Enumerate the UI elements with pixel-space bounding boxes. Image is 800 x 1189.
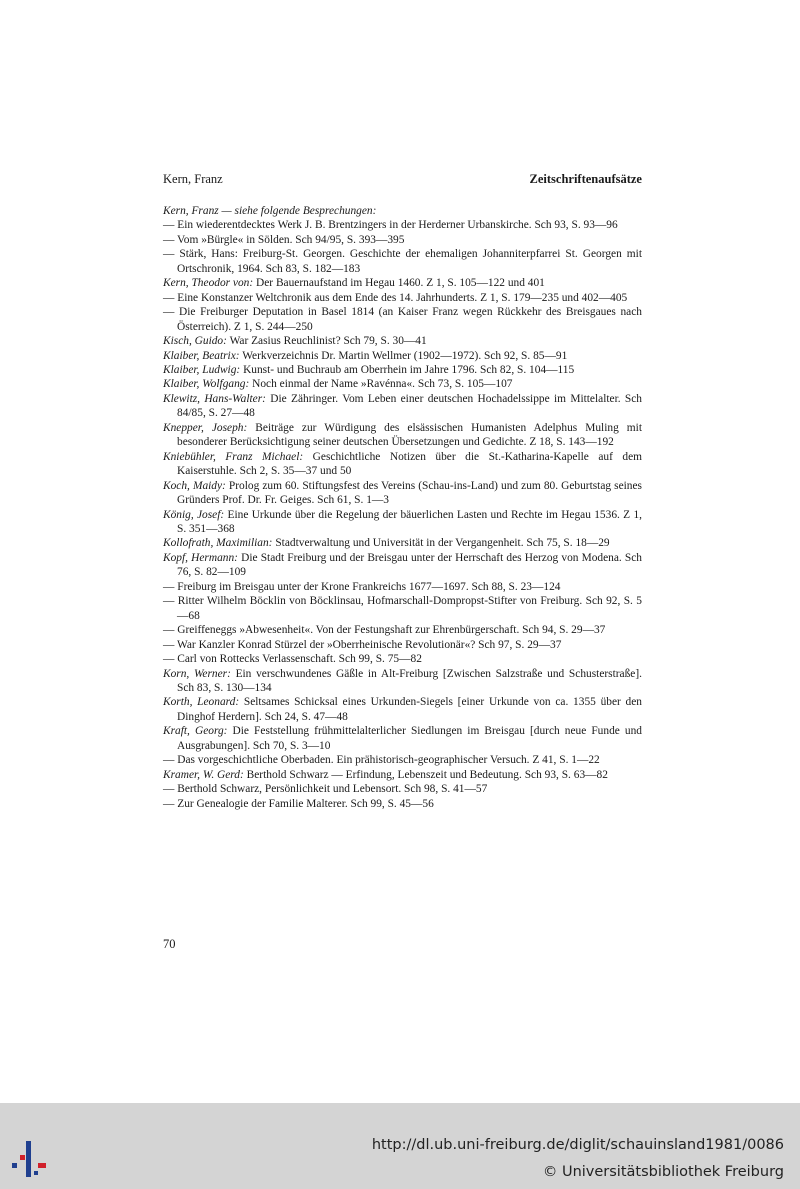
bibliography-entry <box>163 450 642 479</box>
entry-text: Geschichtliche Notizen über die St.-Katharina-Kapelle auf dem Kaiserstuhle. Sch 2, S. 35—37 und 50 <box>177 450 642 478</box>
entry-author: Kern, Franz — siehe folgende Besprechungen: <box>163 205 377 217</box>
entry-text: Prolog zum 60. Stiftungsfest des Vereins (Schau-ins-Land) und zum 80. Geburtstag seines Gründers Prof. Dr. Fr. Geiges. Sch 61, S. 1—3 <box>177 479 642 507</box>
entry-text: — Zur Genealogie der Familie Malterer. Sch 99, S. 45—56 <box>163 797 434 810</box>
logo-bar-center-red <box>20 1155 25 1160</box>
entry-author: Korn, Werner: <box>163 667 231 680</box>
entry-text: Beiträge zur Würdigung des elsässischen Humanisten Adelphus Muling mit besonderer Berücksichtigung seiner deutschen Übersetzungen und Gedichte. Z 18, S. 143—192 <box>177 421 642 449</box>
entry-author: Kramer, W. Gerd: <box>163 768 244 781</box>
entry-author: Klaiber, Beatrix: <box>163 349 240 362</box>
bibliography-entry <box>163 247 642 276</box>
entry-text: Seltsames Schicksal eines Urkunden-Siegels [einer Urkunde von ca. 1355 über den Dinghof Herdern]. Sch 24, S. 47—48 <box>177 696 642 723</box>
bibliography-entry <box>163 782 642 796</box>
entry-text: — Eine Konstanzer Weltchronik aus dem Ende des 14. Jahrhunderts. Z 1, S. 179—235 und 402—405 <box>163 291 628 304</box>
entry-text: Die Zähringer. Vom Leben einer deutschen Hochadelssippe im Mittelalter. Sch 84/85, S. 27—48 <box>177 392 643 420</box>
bibliography-entry <box>163 377 642 391</box>
entry-author: Knepper, Joseph: <box>163 421 248 434</box>
entry-text: Die Stadt Freiburg und der Breisgau unter der Herrschaft des Herzog von Modena. Sch 76, S. 82—109 <box>177 551 643 579</box>
entry-text: Werkverzeichnis Dr. Martin Wellmer (1902—1972). Sch 92, S. 85—91 <box>239 349 568 362</box>
entry-text: Kunst- und Buchraub am Oberrhein im Jahre 1796. Sch 82, S. 104—115 <box>240 363 575 376</box>
bibliography-entry <box>163 551 642 580</box>
footer-permalink[interactable]: http://dl.ub.uni-freiburg.de/diglit/schauinsland1981/0086 <box>371 1137 784 1153</box>
bibliography-entry <box>163 276 642 290</box>
entry-author: Korth, Leonard: <box>163 696 240 709</box>
bibliography-entry <box>163 652 642 666</box>
bibliography-entry <box>163 479 642 508</box>
bibliography-entry <box>163 349 642 363</box>
entry-text: Noch einmal der Name »Ravénna«. Sch 73, S. 105—107 <box>249 378 513 391</box>
bibliography-entry <box>163 218 642 232</box>
bibliography-entry <box>163 421 642 450</box>
logo-bar-left <box>12 1163 17 1168</box>
entry-author: Kniebühler, Franz Michael: <box>163 450 304 463</box>
bibliography-entry <box>163 695 642 724</box>
bibliography-entry <box>163 392 642 421</box>
bibliography-entry <box>163 233 642 247</box>
logo-bar-right <box>38 1163 46 1168</box>
running-head-section: Zeitschriftenaufsätze <box>529 172 642 186</box>
entry-text: — Das vorgeschichtliche Oberbaden. Ein prähistorisch-geographischer Versuch. Z 41, S. 1—22 <box>163 754 600 767</box>
entry-author: König, Josef: <box>163 508 225 521</box>
entry-text: Ein verschwundenes Gäßle in Alt-Freiburg [Zwischen Salzstraße und Schusterstraße]. Sch 83, S. 130—134 <box>177 667 643 694</box>
entry-author: Klaiber, Ludwig: <box>163 363 241 376</box>
bibliography-entry <box>163 334 642 348</box>
entry-author: Kraft, Georg: <box>163 725 228 738</box>
entry-text: War Zasius Reuchlinist? Sch 79, S. 30—41 <box>226 335 427 348</box>
bibliography-entry <box>163 291 642 305</box>
bibliography-entries <box>163 204 642 811</box>
library-logo-icon <box>10 1137 52 1179</box>
bibliography-entry <box>163 623 642 637</box>
entry-text: Die Feststellung frühmittelalterlicher Siedlungen im Breisgau [durch neue Funde und Ausgrabungen]. Sch 70, S. 3—10 <box>177 725 642 752</box>
entry-text: Berthold Schwarz — Erfindung, Lebenszeit und Bedeutung. Sch 93, S. 63—82 <box>243 768 608 781</box>
entry-author: Kopf, Hermann: <box>163 551 238 564</box>
entry-author: Klewitz, Hans-Walter: <box>163 392 266 405</box>
entry-text: — War Kanzler Konrad Stürzel der »Oberrheinische Revolutionär«? Sch 97, S. 29—37 <box>163 638 562 651</box>
bibliography-entry <box>163 724 642 753</box>
bibliography-entry <box>163 638 642 652</box>
entry-author: Koch, Maidy: <box>163 479 226 492</box>
bibliography-entry <box>163 667 642 696</box>
bibliography-entry <box>163 580 642 594</box>
logo-dot <box>34 1171 38 1175</box>
entry-text: — Berthold Schwarz, Persönlichkeit und Lebensort. Sch 98, S. 41—57 <box>163 783 488 796</box>
entry-author: Kern, Theodor von: <box>163 277 254 290</box>
entry-text: Eine Urkunde über die Regelung der bäuerlichen Lasten und Rechte im Hegau 1536. Z 1, S. 351—368 <box>177 508 642 535</box>
entry-author: Klaiber, Wolfgang: <box>163 378 250 391</box>
entry-text: Der Bauernaufstand im Hegau 1460. Z 1, S. 105—122 und 401 <box>253 277 545 290</box>
page-number: 70 <box>163 937 176 951</box>
entry-text: — Carl von Rottecks Verlassenschaft. Sch 99, S. 75—82 <box>163 653 422 666</box>
entry-text: — Stärk, Hans: Freiburg-St. Georgen. Geschichte der ehemaligen Johanniterpfarrei St. Georgen mit Ortschronik, 1964. Sch 83, S. 182—183 <box>163 248 642 275</box>
footer-copyright: © Universitätsbibliothek Freiburg <box>542 1164 784 1180</box>
entry-author: Kollofrath, Maximilian: <box>163 537 273 550</box>
entry-text: — Ein wiederentdecktes Werk J. B. Brentzingers in der Herderner Urbanskirche. Sch 93, S. 93—96 <box>163 219 618 232</box>
bibliography-entry <box>163 768 642 782</box>
bibliography-entry <box>163 797 642 811</box>
bibliography-entry <box>163 508 642 537</box>
bibliography-entry <box>163 305 642 334</box>
entry-text: — Freiburg im Breisgau unter der Krone Frankreichs 1677—1697. Sch 88, S. 23—124 <box>163 580 561 593</box>
entry-text: Stadtverwaltung und Universität in der Vergangenheit. Sch 75, S. 18—29 <box>272 537 610 550</box>
bibliography-entry <box>163 536 642 550</box>
bibliography-entry <box>163 363 642 377</box>
running-head-author: Kern, Franz <box>163 172 223 186</box>
logo-bar-center <box>26 1141 31 1177</box>
entry-text: — Vom »Bürgle« in Sölden. Sch 94/95, S. 393—395 <box>163 233 405 246</box>
bibliography-entry <box>163 753 642 767</box>
entry-text: — Greiffeneggs »Abwesenheit«. Von der Festungshaft zur Ehrenbürgerschaft. Sch 94, S. 29—37 <box>163 624 606 637</box>
bibliography-entry <box>163 594 642 623</box>
entry-author: Kisch, Guido: <box>163 335 227 348</box>
entry-text: — Die Freiburger Deputation in Basel 1814 (an Kaiser Franz wegen Rückkehr des Breisgaues nach Österreich). Z 1, S. 244—250 <box>163 306 642 333</box>
entry-text: — Ritter Wilhelm Böcklin von Böcklinsau, Hofmarschall-Dompropst-Stifter von Freiburg. Sch 92, S. 5—68 <box>163 595 642 622</box>
bibliography-entry <box>163 204 642 218</box>
